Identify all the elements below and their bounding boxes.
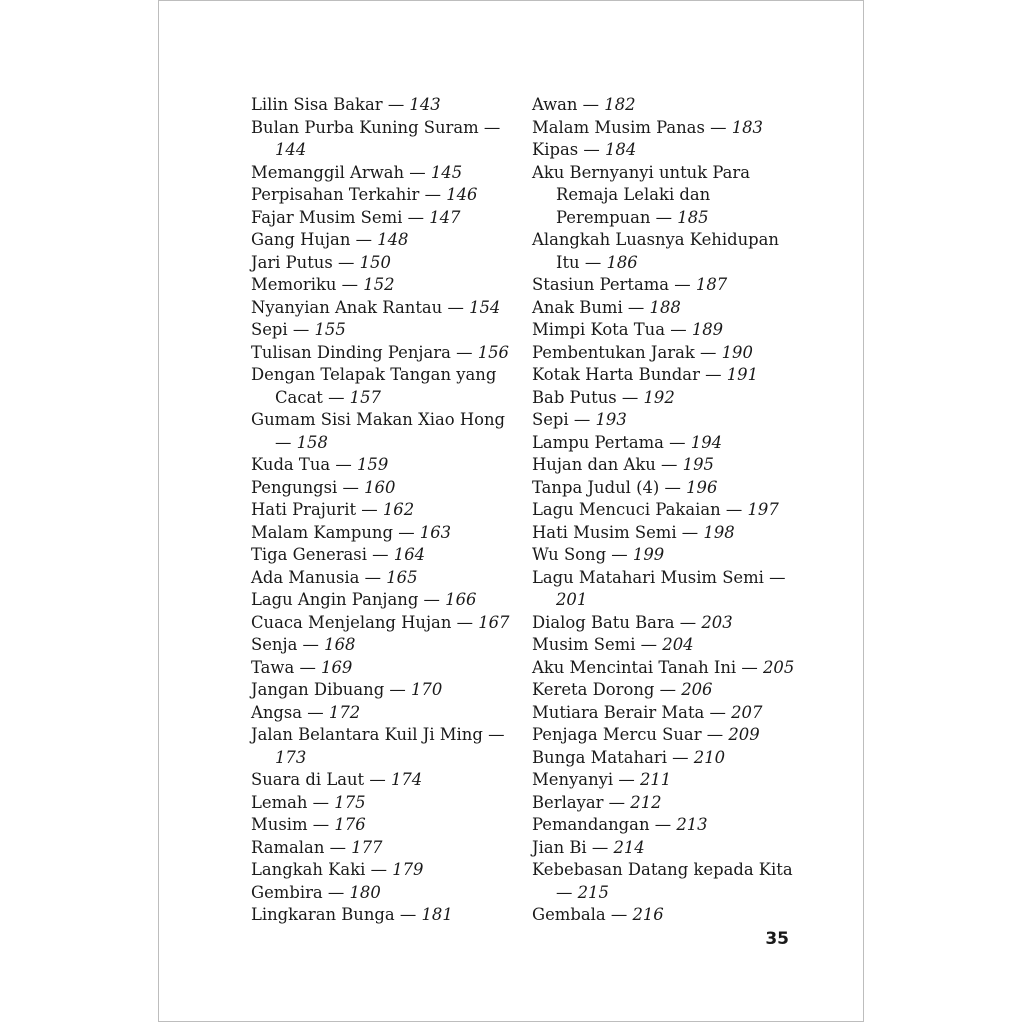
toc-entry-separator: — xyxy=(402,207,430,227)
toc-entry-page: 163 xyxy=(419,522,452,542)
toc-entry xyxy=(532,904,798,927)
toc-entry-separator: — xyxy=(649,815,677,834)
toc-entry-title: Aku Bernyanyi untuk Para Remaja Lelaki dan Perempuan xyxy=(532,162,751,227)
toc-entry-page: 167 xyxy=(478,612,510,632)
toc-entry xyxy=(532,94,798,117)
toc-entry-title: Hujan dan Aku xyxy=(532,455,656,474)
toc-entry-separator: — xyxy=(616,387,644,407)
toc-entry-page: 148 xyxy=(377,230,409,249)
toc-entry xyxy=(251,162,517,185)
toc-entry-page: 193 xyxy=(595,410,627,429)
toc-entry-separator: — xyxy=(655,455,683,474)
toc-entry xyxy=(532,477,798,500)
toc-entry-page: 198 xyxy=(703,522,735,542)
toc-entry-separator: — xyxy=(622,297,650,317)
toc-entry-separator: — xyxy=(635,635,663,654)
toc-entry-page: 188 xyxy=(649,297,681,317)
toc-entry-separator: — xyxy=(701,725,729,744)
toc-entry-separator: — xyxy=(665,320,692,339)
toc-entry-page: 187 xyxy=(695,275,728,294)
toc-entry-title: Anak Bumi xyxy=(532,297,623,317)
toc-entry-page: 160 xyxy=(364,477,396,497)
toc-entry-page: 144 xyxy=(275,140,307,159)
toc-entry-title: Kebebasan Datang kepada Kita xyxy=(532,860,793,879)
toc-entry-separator: — xyxy=(418,590,446,609)
toc-entry-separator: — xyxy=(650,207,678,227)
toc-entry-separator: — xyxy=(307,792,335,812)
toc-entry-separator: — xyxy=(603,792,631,812)
toc-entry-separator: — xyxy=(606,545,633,564)
toc-entry-page: 170 xyxy=(411,680,443,699)
toc-entry xyxy=(251,859,517,882)
toc-entry-title: Kipas xyxy=(532,140,579,159)
toc-entry-page: 212 xyxy=(630,792,662,812)
toc-entry xyxy=(251,117,517,162)
toc-entry-page: 194 xyxy=(690,432,723,452)
toc-entry-separator: — xyxy=(442,297,470,317)
toc-entry-page: 157 xyxy=(349,387,381,407)
toc-entry-page: 211 xyxy=(639,770,672,789)
toc-entry-page: 154 xyxy=(469,297,501,317)
toc-entry xyxy=(251,904,517,927)
toc-entry-title: Angsa xyxy=(251,702,303,722)
toc-entry-title: Jari Putus xyxy=(251,252,333,272)
toc-entry-page: 183 xyxy=(731,117,763,137)
toc-entry-page: 216 xyxy=(632,905,664,924)
toc-entry xyxy=(251,769,517,792)
toc-entry xyxy=(532,454,798,477)
toc-entry-separator: — xyxy=(579,252,607,272)
toc-entry-page: 205 xyxy=(762,657,795,677)
toc-entry-separator: — xyxy=(350,230,378,249)
toc-entry-separator: — xyxy=(605,905,633,924)
toc-entry xyxy=(532,229,798,274)
toc-entry-separator: — xyxy=(275,432,297,452)
toc-entry xyxy=(251,724,517,769)
toc-entry xyxy=(251,477,517,500)
toc-entry-page: 164 xyxy=(393,545,426,564)
toc-entry-page: 184 xyxy=(604,140,637,159)
toc-entry-title: Langkah Kaki xyxy=(251,860,366,879)
toc-entry-separator: — xyxy=(337,477,365,497)
toc-entry xyxy=(532,702,798,725)
toc-entry-page: 166 xyxy=(445,590,477,609)
toc-entry-page: 190 xyxy=(721,342,753,362)
toc-entry xyxy=(532,432,798,455)
toc-entry-separator: — xyxy=(669,275,696,294)
toc-entry-title: Jangan Dibuang xyxy=(251,680,385,699)
toc-entry-separator: — xyxy=(763,567,786,587)
toc-entry xyxy=(532,544,798,567)
toc-entry-page: 192 xyxy=(643,387,675,407)
toc-entry-page: 152 xyxy=(363,275,395,294)
toc-entry-title: Pemandangan xyxy=(532,815,650,834)
toc-entry-separator: — xyxy=(384,680,411,699)
toc-entry xyxy=(251,882,517,905)
toc-entry-separator: — xyxy=(324,837,352,857)
toc-entry-page: 196 xyxy=(686,477,718,497)
toc-entry-separator: — xyxy=(663,432,691,452)
toc-entry-separator: — xyxy=(568,410,596,429)
toc-entry-page: 168 xyxy=(324,635,356,654)
toc-entry-separator: — xyxy=(322,882,350,902)
toc-entry xyxy=(532,162,798,230)
toc-entry-title: Bunga Matahari xyxy=(532,747,667,767)
toc-entry-page: 179 xyxy=(392,860,424,879)
toc-entry xyxy=(251,567,517,590)
toc-entry-title: Sepi xyxy=(532,410,569,429)
toc-entry xyxy=(251,454,517,477)
toc-entry xyxy=(251,252,517,275)
toc-entry xyxy=(251,814,517,837)
toc-entry xyxy=(532,499,798,522)
toc-entry xyxy=(532,792,798,815)
toc-entry-title: Tulisan Dinding Penjara xyxy=(251,342,451,362)
toc-entry-separator: — xyxy=(419,185,447,204)
toc-entry-title: Tawa xyxy=(251,657,295,677)
toc-entry-separator: — xyxy=(676,522,704,542)
toc-entry xyxy=(532,139,798,162)
toc-entry-page: 158 xyxy=(296,432,328,452)
toc-entry xyxy=(532,612,798,635)
toc-entry xyxy=(532,679,798,702)
toc-entry-separator: — xyxy=(736,657,763,677)
toc-entry-separator: — xyxy=(307,815,335,834)
toc-entry-page: 180 xyxy=(349,882,381,902)
toc-entry-separator: — xyxy=(322,387,350,407)
toc-entry-separator: — xyxy=(674,612,702,632)
toc-entry xyxy=(251,409,517,454)
toc-entry-title: Lemah xyxy=(251,792,308,812)
toc-entry-title: Musim xyxy=(251,815,308,834)
toc-entry-separator: — xyxy=(404,162,431,182)
toc-entry-page: 175 xyxy=(334,792,366,812)
toc-entry xyxy=(251,207,517,230)
toc-entry-separator: — xyxy=(478,117,501,137)
toc-entry xyxy=(532,364,798,387)
toc-entry xyxy=(532,409,798,432)
toc-entry-page: 150 xyxy=(359,252,391,272)
toc-entry-separator: — xyxy=(294,657,322,677)
toc-entry xyxy=(532,724,798,747)
toc-entry xyxy=(532,117,798,140)
toc-entry-page: 210 xyxy=(693,747,726,767)
toc-entry-title: Gumam Sisi Makan Xiao Hong xyxy=(251,410,506,429)
toc-entry-page: 165 xyxy=(386,567,418,587)
toc-entry-page: 199 xyxy=(632,545,665,564)
toc-entry-title: Malam Kampung xyxy=(251,522,393,542)
toc-entry xyxy=(251,274,517,297)
toc-entry-page: 156 xyxy=(477,342,509,362)
toc-entry-page: 159 xyxy=(357,455,389,474)
toc-entry-separator: — xyxy=(694,342,722,362)
toc-entry-separator: — xyxy=(659,477,687,497)
toc-entry xyxy=(251,657,517,680)
toc-entry-title: Mimpi Kota Tua xyxy=(532,320,666,339)
toc-entry-page: 185 xyxy=(677,207,709,227)
toc-entry-title: Lagu Angin Panjang xyxy=(251,590,419,609)
toc-entry-title: Lingkaran Bunga xyxy=(251,905,395,924)
page-number: 35 xyxy=(765,929,789,949)
toc-entry-separator: — xyxy=(556,882,578,902)
toc-entry-title: Hati Musim Semi xyxy=(532,522,677,542)
toc-entry-title: Berlayar xyxy=(532,792,604,812)
toc-entry-separator: — xyxy=(704,702,732,722)
toc-entry xyxy=(251,544,517,567)
toc-entry-separator: — xyxy=(613,770,640,789)
toc-entry-title: Fajar Musim Semi xyxy=(251,207,403,227)
toc-entry xyxy=(532,522,798,545)
toc-entry-title: Lagu Mencuci Pakaian xyxy=(532,500,721,519)
toc-entry-title: Suara di Laut xyxy=(251,770,365,789)
toc-entry-title: Bulan Purba Kuning Suram xyxy=(251,117,479,137)
toc-entry-separator: — xyxy=(577,95,605,114)
toc-entry xyxy=(532,319,798,342)
toc-entry-page: 174 xyxy=(390,770,423,789)
toc-entry-title: Ramalan xyxy=(251,837,325,857)
toc-entry xyxy=(251,522,517,545)
toc-entry-page: 209 xyxy=(728,725,760,744)
toc-entry-page: 173 xyxy=(275,747,307,767)
toc-entry-separator: — xyxy=(356,500,383,519)
toc-entry-page: 146 xyxy=(446,185,478,204)
toc-entry-separator: — xyxy=(394,905,422,924)
toc-entry-title: Senja xyxy=(251,635,298,654)
toc-entry-page: 204 xyxy=(662,635,694,654)
toc-entry-title: Wu Song xyxy=(532,545,607,564)
toc-entry-title: Penjaga Mercu Suar xyxy=(532,725,702,744)
toc-entry xyxy=(532,837,798,860)
toc-entry-separator: — xyxy=(364,770,391,789)
toc-entry-page: 162 xyxy=(382,500,415,519)
toc-entry-title: Pengungsi xyxy=(251,477,338,497)
toc-entry-title: Menyanyi xyxy=(532,770,614,789)
toc-entry xyxy=(532,387,798,410)
toc-entry-title: Ada Manusia xyxy=(251,567,360,587)
toc-entry-title: Alangkah Luasnya Kehidupan Itu xyxy=(532,230,779,272)
toc-entry xyxy=(251,589,517,612)
toc-entry-title: Nyanyian Anak Rantau xyxy=(251,297,443,317)
toc-entry-page: 181 xyxy=(421,905,453,924)
toc-entry xyxy=(251,184,517,207)
toc-entry-title: Malam Musim Panas xyxy=(532,117,705,137)
toc-entry xyxy=(532,859,798,904)
toc-entry-title: Jian Bi xyxy=(532,837,587,857)
toc-entry-title: Lilin Sisa Bakar xyxy=(251,95,383,114)
toc-entry-title: Perpisahan Terkahir xyxy=(251,185,420,204)
toc-entry-title: Memoriku xyxy=(251,275,337,294)
toc-entry-page: 191 xyxy=(726,365,759,384)
toc-entry-page: 207 xyxy=(731,702,763,722)
toc-entry-title: Sepi xyxy=(251,320,288,339)
toc-entry xyxy=(532,274,798,297)
toc-entry-title: Cuaca Menjelang Hujan xyxy=(251,612,452,632)
toc-entry-title: Awan xyxy=(532,95,578,114)
toc-entry xyxy=(532,342,798,365)
toc-entry-page: 195 xyxy=(682,455,714,474)
toc-entry-page: 155 xyxy=(314,320,346,339)
toc-entry xyxy=(532,814,798,837)
toc-entry-title: Dengan Telapak Tangan yang Cacat xyxy=(251,365,497,407)
toc-entry-separator: — xyxy=(366,545,394,564)
toc-entry-title: Bab Putus xyxy=(532,387,617,407)
toc-entry-title: Kotak Harta Bundar xyxy=(532,365,700,384)
toc-entry-page: 169 xyxy=(321,657,353,677)
toc-entry-title: Tanpa Judul (4) xyxy=(532,477,660,497)
toc-entry-title: Lampu Pertama xyxy=(532,432,664,452)
toc-entry-page: 186 xyxy=(606,252,638,272)
toc-entry xyxy=(251,837,517,860)
toc-entry-separator: — xyxy=(287,320,315,339)
toc-entry-separator: — xyxy=(382,95,410,114)
toc-entry-page: 145 xyxy=(430,162,463,182)
toc-entry-separator: — xyxy=(482,725,505,744)
toc-entry-separator: — xyxy=(704,117,732,137)
toc-entry-title: Pembentukan Jarak xyxy=(532,342,695,362)
toc-entry-page: 213 xyxy=(676,815,708,834)
toc-entry-separator: — xyxy=(365,860,393,879)
toc-entry-page: 197 xyxy=(747,500,779,519)
toc-entry-title: Mutiara Berair Mata xyxy=(532,702,705,722)
toc-entry-title: Gembira xyxy=(251,882,323,902)
toc-entry-separator: — xyxy=(451,612,479,632)
toc-entry xyxy=(251,702,517,725)
toc-entry xyxy=(251,229,517,252)
toc-entry-separator: — xyxy=(359,567,387,587)
toc-entry-separator: — xyxy=(666,747,694,767)
toc-entry-page: 189 xyxy=(691,320,724,339)
toc-entry-separator: — xyxy=(302,702,329,722)
toc-entry-title: Hati Prajurit xyxy=(251,500,357,519)
toc-entry xyxy=(251,792,517,815)
toc-entry-title: Stasiun Pertama xyxy=(532,275,670,294)
toc-entry-separator: — xyxy=(586,837,614,857)
toc-entry-title: Jalan Belantara Kuil Ji Ming xyxy=(251,725,483,744)
toc-entry-title: Gang Hujan xyxy=(251,230,351,249)
toc-entry xyxy=(251,679,517,702)
toc-entry-title: Gembala xyxy=(532,905,606,924)
book-page xyxy=(158,0,864,1022)
toc-entry-page: 143 xyxy=(409,95,441,114)
toc-entry xyxy=(251,612,517,635)
toc-entry xyxy=(251,634,517,657)
toc-entry-page: 201 xyxy=(556,590,588,609)
toc-entry-separator: — xyxy=(699,365,727,384)
toc-entry xyxy=(251,319,517,342)
toc-entry xyxy=(532,747,798,770)
toc-entry-title: Tiga Generasi xyxy=(251,545,367,564)
toc-entry-page: 214 xyxy=(613,837,645,857)
toc-entry xyxy=(532,769,798,792)
toc-entry-title: Dialog Batu Bara xyxy=(532,612,675,632)
toc-entry-page: 176 xyxy=(334,815,366,834)
toc-entry-title: Kuda Tua xyxy=(251,455,331,474)
toc-entry xyxy=(532,297,798,320)
toc-entry-title: Lagu Matahari Musim Semi xyxy=(532,567,764,587)
toc-entry xyxy=(532,567,798,612)
toc-entry-separator: — xyxy=(332,252,360,272)
toc-entry-separator: — xyxy=(654,680,682,699)
toc-entry-page: 206 xyxy=(681,680,713,699)
toc-entry-separator: — xyxy=(392,522,420,542)
toc-column-left xyxy=(251,94,517,927)
toc-entry-title: Kereta Dorong xyxy=(532,680,655,699)
toc-entry-separator: — xyxy=(330,455,357,474)
toc-entry-page: 177 xyxy=(351,837,383,857)
toc-entry xyxy=(251,364,517,409)
toc-entry-separator: — xyxy=(336,275,364,294)
toc-column-right xyxy=(532,94,798,927)
toc-entry-page: 203 xyxy=(701,612,733,632)
toc-entry-separator: — xyxy=(297,635,325,654)
toc-entry-title: Aku Mencintai Tanah Ini xyxy=(532,657,737,677)
toc-entry-page: 147 xyxy=(429,207,461,227)
toc-entry-separator: — xyxy=(578,140,605,159)
toc-entry-title: Memanggil Arwah xyxy=(251,162,405,182)
toc-entry-separator: — xyxy=(450,342,478,362)
toc-entry-title: Musim Semi xyxy=(532,635,636,654)
toc-entry xyxy=(251,499,517,522)
toc-entry-page: 172 xyxy=(328,702,361,722)
toc-entry-page: 215 xyxy=(577,882,609,902)
toc-entry xyxy=(532,634,798,657)
toc-entry-separator: — xyxy=(720,500,748,519)
toc-entry xyxy=(251,342,517,365)
toc-entry xyxy=(251,94,517,117)
toc-entry-page: 182 xyxy=(604,95,636,114)
toc-entry xyxy=(532,657,798,680)
toc-entry xyxy=(251,297,517,320)
